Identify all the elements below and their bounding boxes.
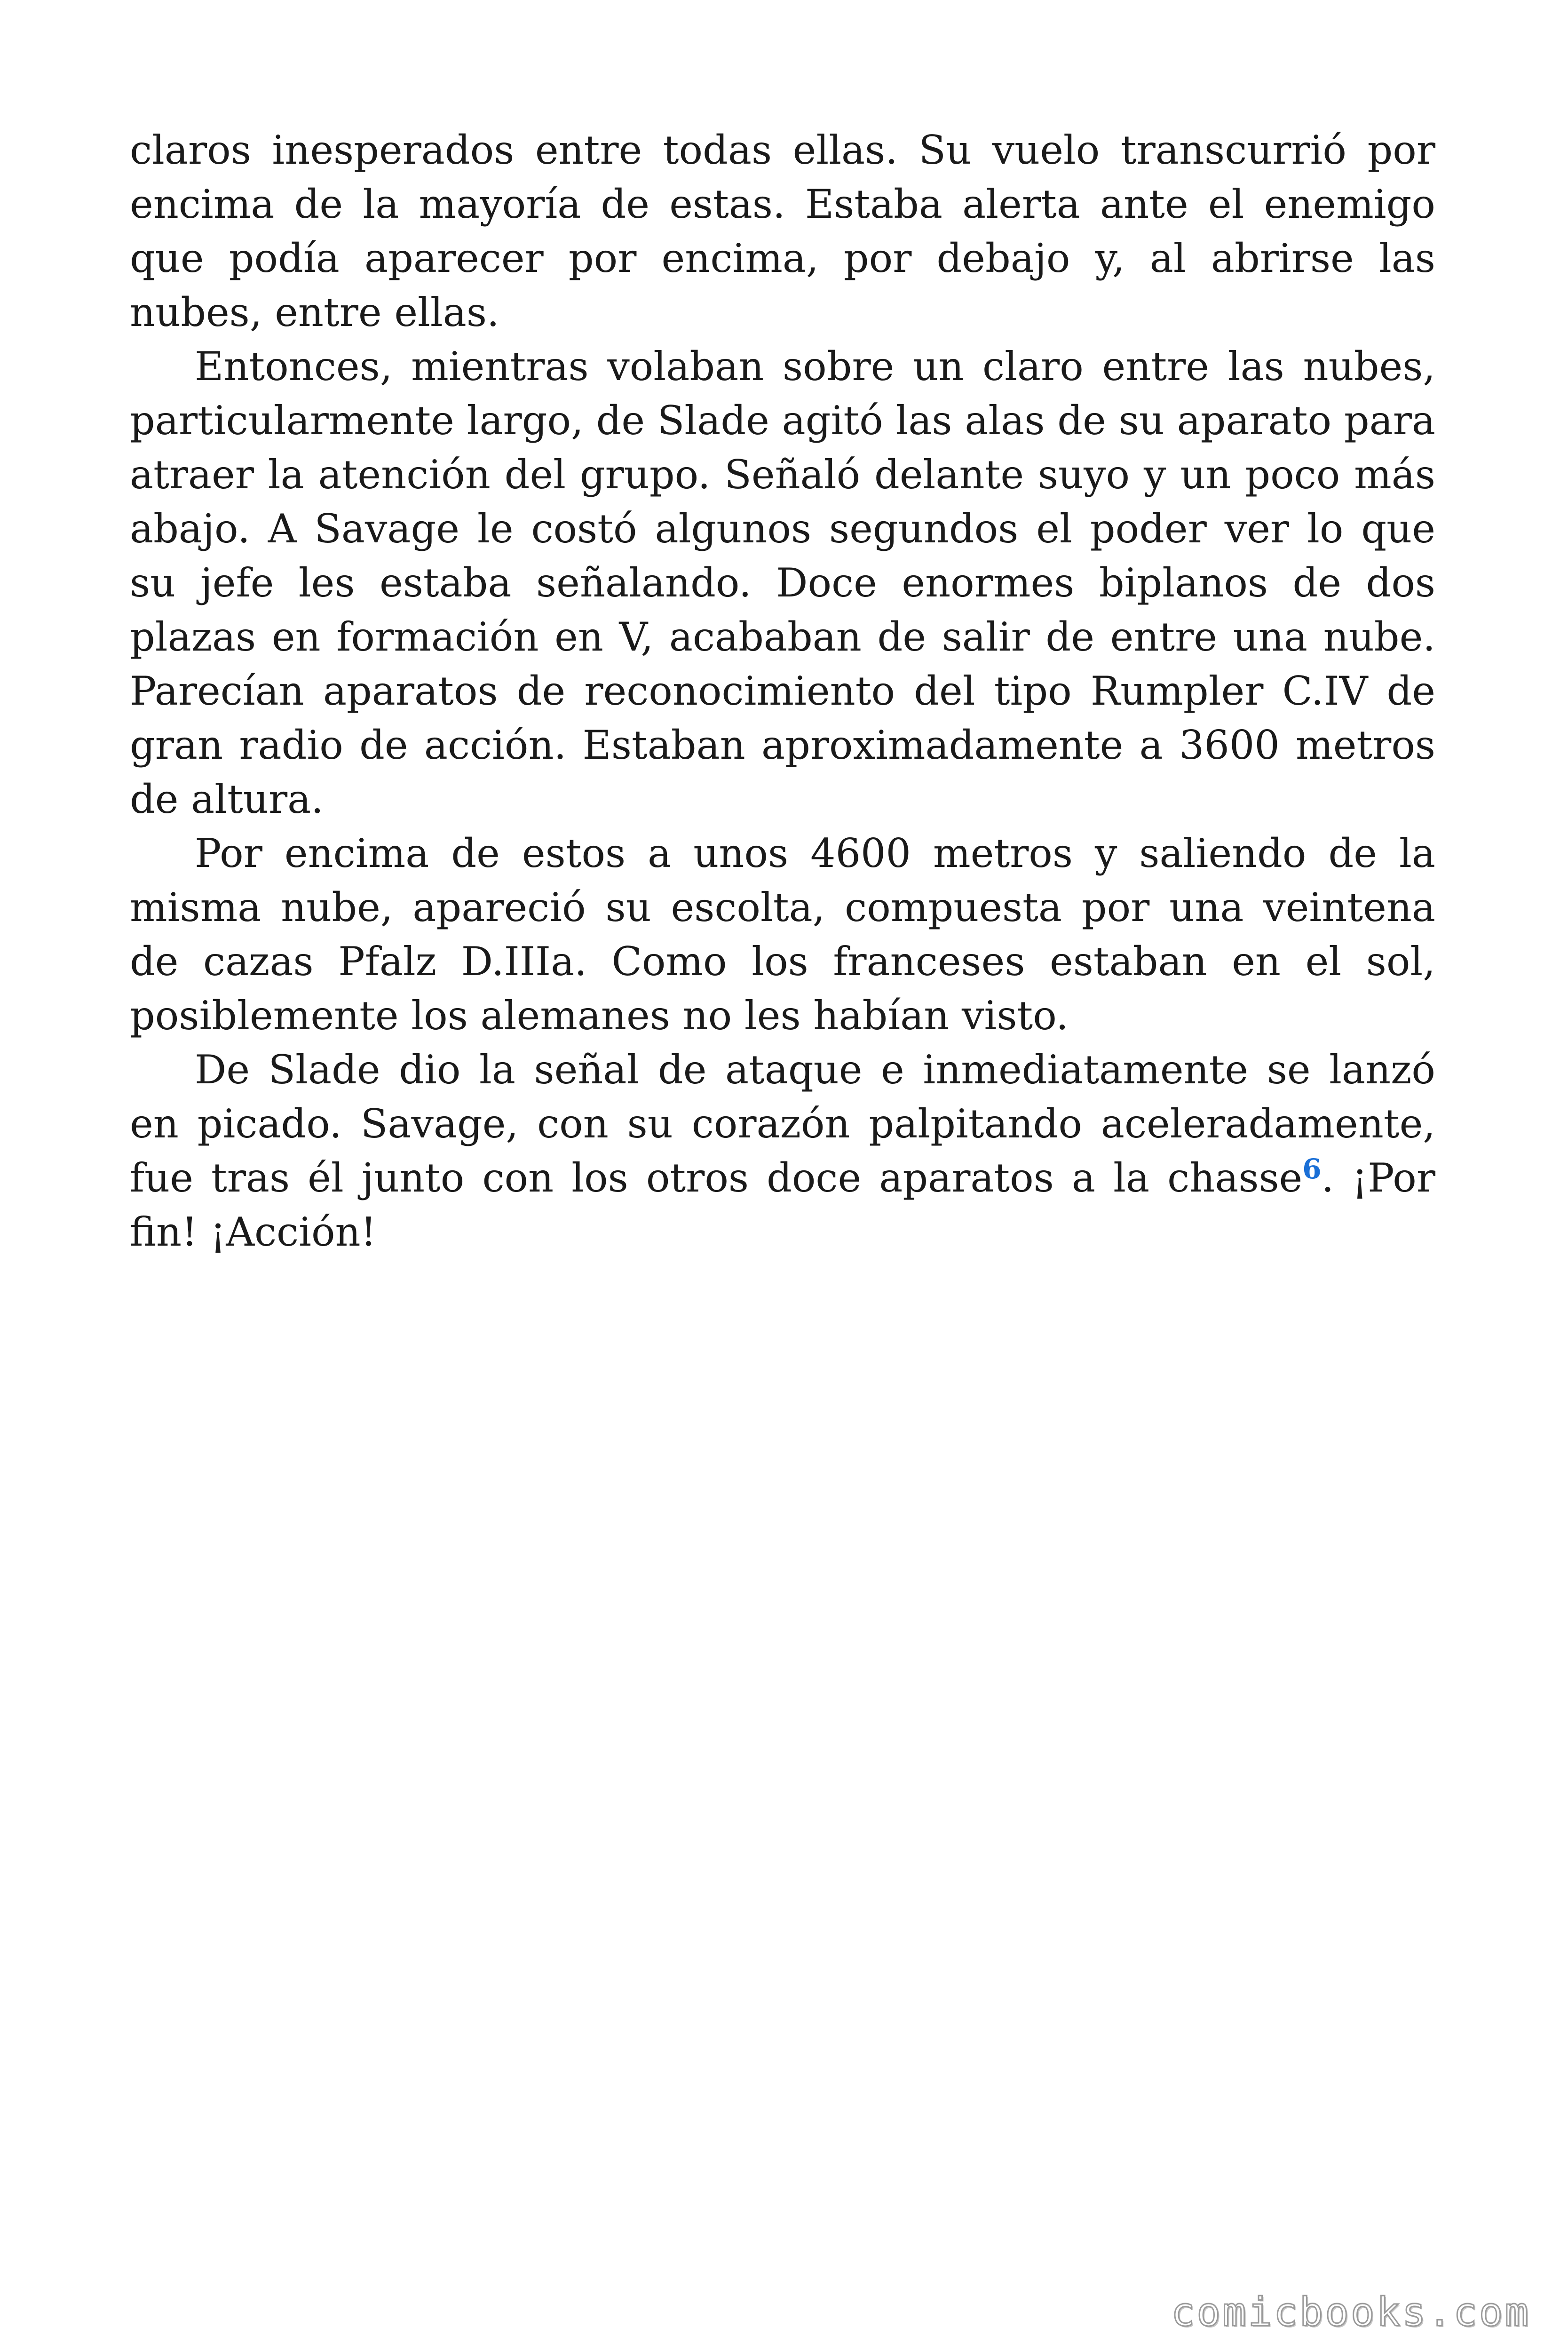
body-text xyxy=(130,123,1435,1259)
paragraph-4 xyxy=(130,1043,1435,1259)
footnote-link-6[interactable]: 6 xyxy=(1302,1153,1322,1185)
paragraph-3: Por encima de estos a unos 4600 metros y saliendo de la misma nube, apareció su escolta, compuesta por una veintena de cazas Pfalz D.IIIa. Como los franceses estaban en el sol, posiblemente los alemanes no les habían visto. xyxy=(130,830,1435,1039)
paragraph-2: Entonces, mientras volaban sobre un claro entre las nubes, particularmente largo, de Slade agitó las alas de su aparato para atraer la atención del grupo. Señaló delante suyo y un poco más abajo. A Savage le costó algunos segundos el poder ver lo que su jefe les estaba señalando. Doce enormes biplanos de dos plazas en formación en V, acababan de salir de entre una nube. Parecían aparatos de reconocimiento del tipo Rumpler C.IV de gran radio de acción. Estaban aproximadamente a 3600 metros de altura. xyxy=(130,343,1435,822)
paragraph-1: claros inesperados entre todas ellas. Su vuelo transcurrió por encima de la mayoría de estas. Estaba alerta ante el enemigo que podía aparecer por encima, por debajo y, al abrirse las nubes, entre ellas. xyxy=(130,127,1435,335)
paragraph-4-text-end: . ¡Por fin! ¡Acción! xyxy=(130,1155,1435,1255)
paragraph-4-text: De Slade dio la señal de ataque e inmediatamente se lanzó en picado. Savage, con su corazón palpitando aceleradamente, fue tras él junto con los otros doce aparatos a la chasse xyxy=(130,1047,1435,1201)
watermark: comicbooks.com xyxy=(1171,2289,1530,2335)
